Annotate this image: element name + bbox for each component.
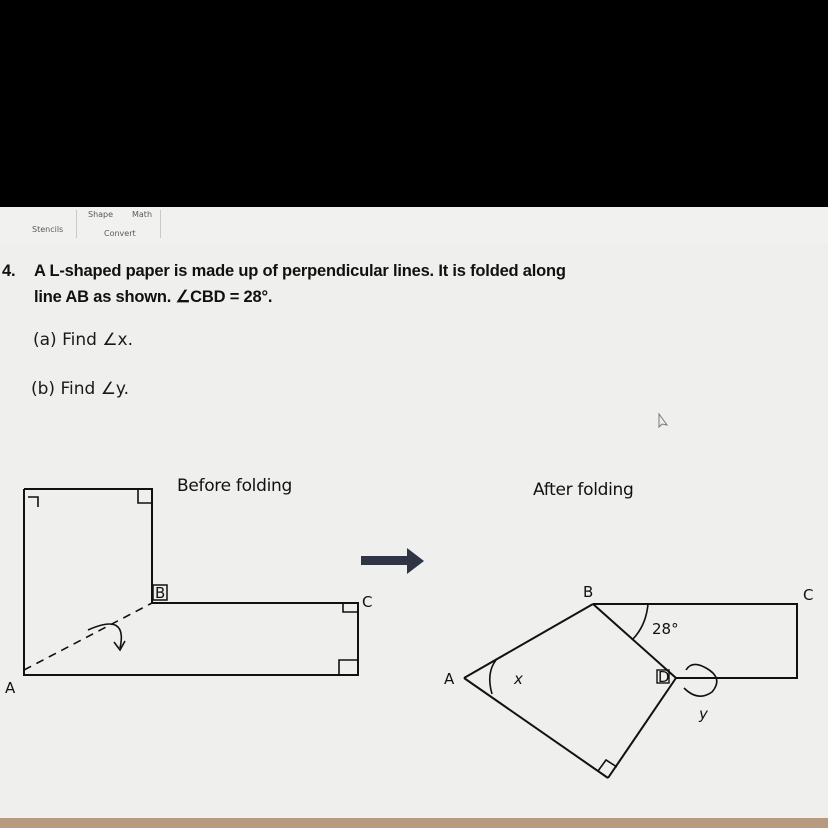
shape-tool[interactable]: Shape: [88, 210, 114, 219]
rectangle-bcd: [593, 604, 797, 678]
part-b: (b) Find ∠y.: [31, 379, 129, 399]
stencils-label[interactable]: Stencils: [32, 225, 64, 234]
question-line-1: A L-shaped paper is made up of perpendicular lines. It is folded along: [34, 262, 566, 280]
cursor-icon: [659, 414, 667, 427]
edge-d-bottom: [608, 678, 676, 778]
question-number: 4.: [2, 262, 16, 280]
before-folding-figure: [24, 489, 358, 675]
label-a-before: A: [5, 679, 16, 697]
right-angle-mark: [339, 660, 357, 675]
label-angle-y: y: [699, 705, 708, 723]
math-tool[interactable]: Math: [132, 210, 153, 219]
label-angle-x: x: [514, 670, 523, 688]
label-angle-28: 28°: [652, 620, 679, 638]
edge-bd: [593, 604, 676, 678]
label-b-after: B: [583, 583, 594, 601]
desk-edge: [0, 818, 828, 828]
part-a: (a) Find ∠x.: [33, 330, 134, 350]
transition-arrow: [361, 548, 424, 574]
label-a-after: A: [444, 670, 455, 688]
label-d-after: D: [658, 668, 670, 686]
convert-label[interactable]: Convert: [104, 229, 136, 238]
angle-y-arc: [684, 664, 717, 696]
question-line-2: line AB as shown. ∠CBD = 28°.: [34, 288, 273, 306]
before-folding-caption: Before folding: [177, 476, 292, 496]
right-angle-mark: [343, 603, 357, 612]
angle-x-arc: [490, 660, 496, 694]
fold-arrowhead: [114, 641, 125, 650]
edge-ba: [464, 604, 593, 678]
right-angle-mark: [28, 497, 38, 507]
right-angle-mark: [138, 489, 151, 503]
after-folding-caption: After folding: [533, 480, 634, 500]
edge-a-bottom: [464, 678, 608, 778]
fold-line-ab: [24, 603, 152, 670]
l-shape-outline: [24, 489, 358, 675]
label-c-before: C: [362, 593, 373, 611]
after-folding-figure: [464, 604, 797, 778]
label-b-before: B: [155, 584, 166, 602]
angle-28-arc: [632, 604, 648, 640]
label-c-after: C: [803, 586, 814, 604]
